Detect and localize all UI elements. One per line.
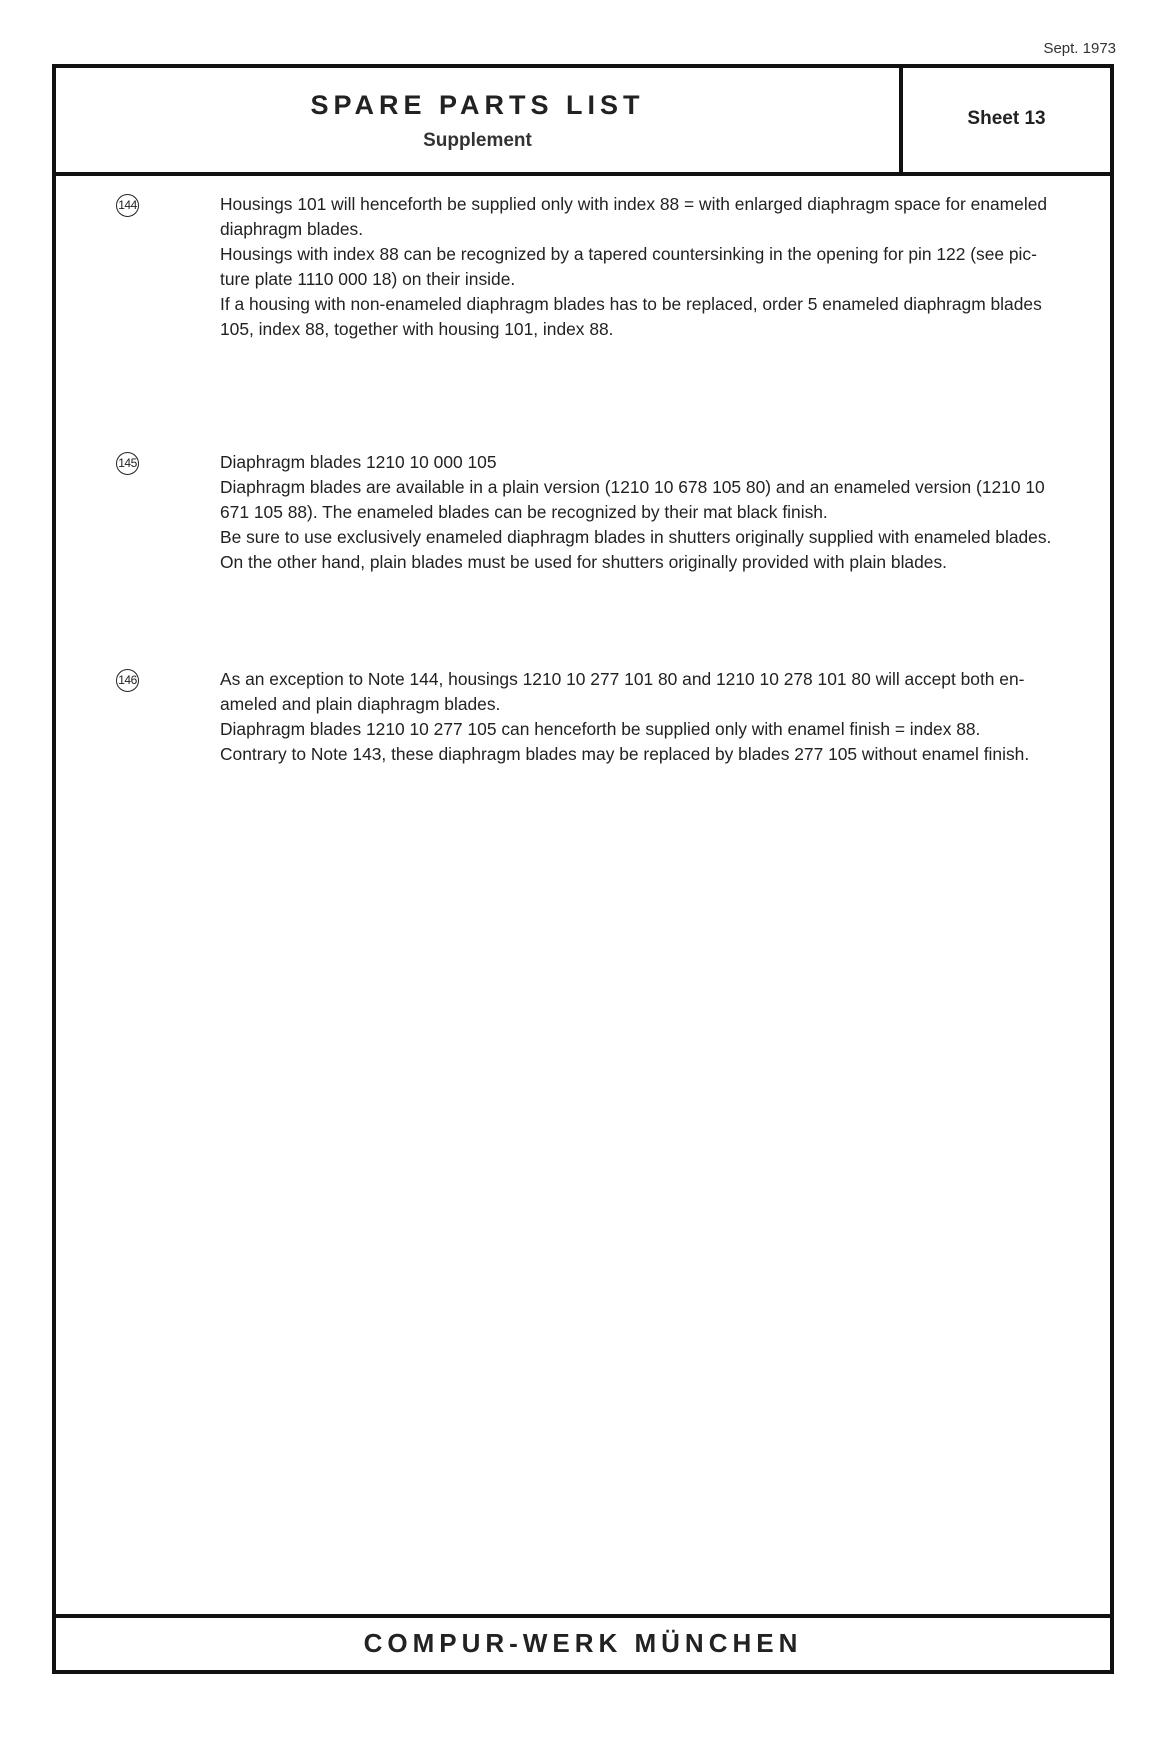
- header: [56, 68, 1110, 176]
- note-line: Diaphragm blades 1210 10 000 105: [220, 452, 497, 472]
- note-text: [220, 450, 1100, 575]
- note-line: ture plate 1110 000 18) on their inside.: [220, 269, 516, 289]
- note-line: As an exception to Note 144, housings 1210 10 277 101 80 and 1210 10 278 101 80 will accept both en-: [220, 669, 1025, 689]
- note-line: Diaphragm blades 1210 10 277 105 can henceforth be supplied only with enamel finish = index 88.: [220, 719, 981, 739]
- document-date: Sept. 1973: [1043, 40, 1116, 57]
- page-title: SPARE PARTS LIST: [310, 90, 645, 120]
- note-line: On the other hand, plain blades must be used for shutters originally provided with plain blades.: [220, 552, 947, 572]
- footer: [56, 1614, 1110, 1670]
- note-line: Housings with index 88 can be recognized by a tapered countersinking in the opening for pin 122 (see pic-: [220, 244, 1037, 264]
- header-title-cell: [56, 68, 903, 172]
- note-line: diaphragm blades.: [220, 219, 364, 239]
- note-text: [220, 667, 1100, 767]
- note-number-badge: 145: [116, 452, 139, 475]
- sheet-number: Sheet 13: [967, 108, 1046, 129]
- sheet-cell: [903, 68, 1110, 172]
- note-line: 105, index 88, together with housing 101, index 88.: [220, 319, 614, 339]
- page-frame: [52, 64, 1114, 1674]
- note-line: Diaphragm blades are available in a plain version (1210 10 678 105 80) and an enameled version (1210 10: [220, 477, 1045, 497]
- note-line: Housings 101 will henceforth be supplied only with index 88 = with enlarged diaphragm space for enameled: [220, 194, 1048, 214]
- note-number-badge: 146: [116, 669, 139, 692]
- note-number-badge: 144: [116, 194, 139, 217]
- note-line: Contrary to Note 143, these diaphragm blades may be replaced by blades 277 105 without enamel finish.: [220, 744, 1030, 764]
- note-line: If a housing with non-enameled diaphragm blades has to be replaced, order 5 enameled diaphragm blades: [220, 294, 1042, 314]
- note-line: ameled and plain diaphragm blades.: [220, 694, 501, 714]
- note-line: 671 105 88). The enameled blades can be recognized by their mat black finish.: [220, 502, 828, 522]
- page-subtitle: Supplement: [423, 130, 532, 151]
- company-name: COMPUR-WERK MÜNCHEN: [363, 1628, 803, 1658]
- note-line: Be sure to use exclusively enameled diaphragm blades in shutters originally supplied with enameled blades.: [220, 527, 1052, 547]
- note-text: [220, 192, 1100, 342]
